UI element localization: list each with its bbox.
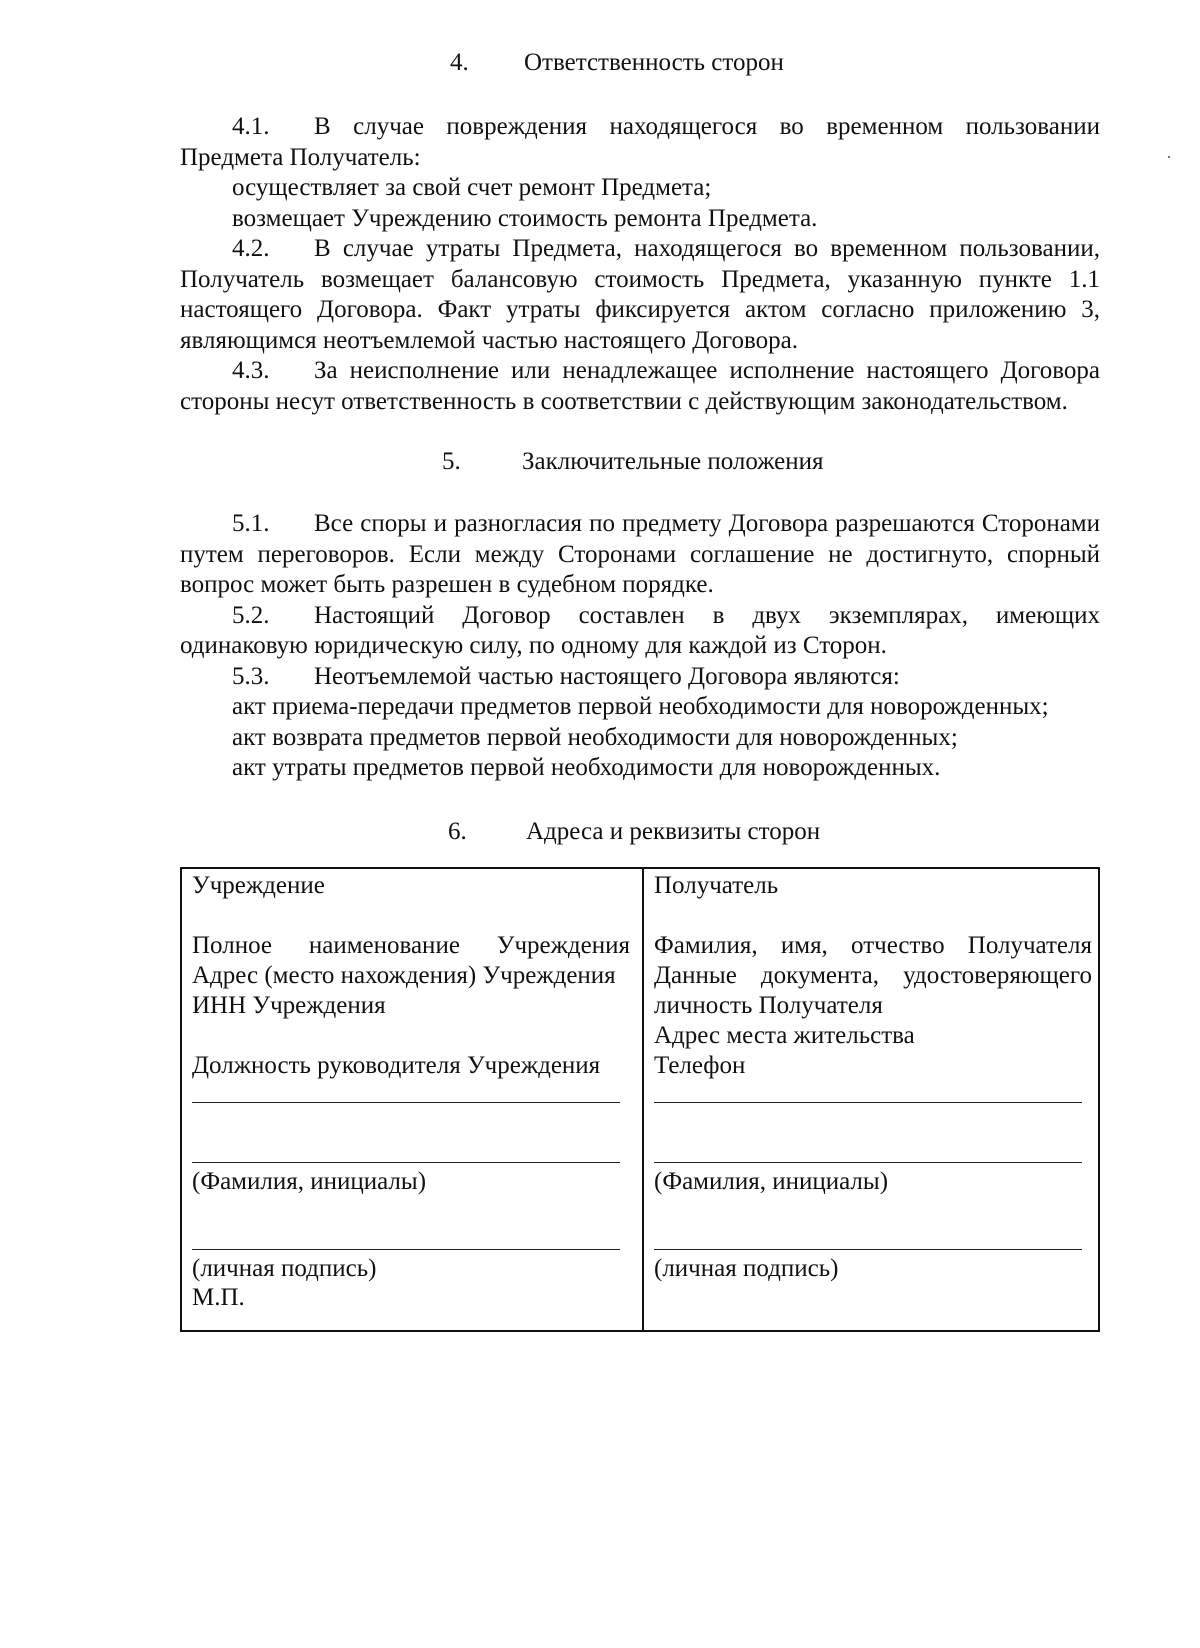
recipient-document-cont: личность Получателя bbox=[654, 991, 883, 1019]
column-header: Получатель bbox=[654, 871, 779, 899]
clause-number: 5.1. bbox=[232, 510, 270, 537]
clause-5-1 bbox=[180, 509, 1100, 601]
requisites-table bbox=[180, 867, 1100, 1332]
clause-5-3 bbox=[180, 662, 1100, 693]
section-number: 4. bbox=[450, 49, 469, 76]
clause-item: акт приема-передачи предметов первой необходимости для новорожденных; bbox=[232, 693, 1049, 720]
recipient-address: Адрес места жительства bbox=[654, 1021, 915, 1049]
clause-4-2 bbox=[180, 234, 1100, 356]
section-title: Заключительные положения bbox=[522, 448, 824, 475]
surname-line bbox=[192, 1162, 620, 1164]
signature-caption: (личная подпись) bbox=[192, 1254, 377, 1282]
table-divider bbox=[642, 869, 644, 1330]
institution-full-name: Полное наименование Учреждения bbox=[192, 931, 630, 959]
clause-text: Все споры и разногласия по предмету Договора разрешаются Сторонами путем переговоров. Если между Сторонами соглашение не достигнуто, спорный вопрос может быть разрешен в судебном порядке. bbox=[180, 510, 1100, 598]
clause-number: 5.3. bbox=[232, 662, 270, 690]
section-4-heading bbox=[180, 48, 1100, 78]
clause-number: 4.3. bbox=[232, 357, 270, 384]
clause-4-1 bbox=[180, 112, 1100, 173]
position-line bbox=[192, 1102, 620, 1104]
recipient-document: Данные документа, удостоверяющего bbox=[654, 961, 1092, 989]
scan-speck bbox=[1168, 156, 1170, 158]
clause-item: осуществляет за свой счет ремонт Предмета; bbox=[232, 174, 712, 201]
institution-inn: ИНН Учреждения bbox=[192, 991, 386, 1019]
section-5-heading bbox=[180, 447, 1100, 477]
institution-address: Адрес (место нахождения) Учреждения bbox=[192, 961, 616, 989]
clause-item: акт утраты предметов первой необходимости для новорожденных. bbox=[232, 754, 941, 781]
phone-line bbox=[654, 1102, 1082, 1104]
clause-4-3 bbox=[180, 356, 1100, 417]
surname-caption: (Фамилия, инициалы) bbox=[654, 1167, 889, 1195]
column-header: Учреждение bbox=[192, 871, 325, 899]
stamp-mark: М.П. bbox=[192, 1283, 245, 1311]
head-position: Должность руководителя Учреждения bbox=[192, 1051, 601, 1079]
clause-number: 5.2. bbox=[232, 601, 270, 629]
clause-text: Неотъемлемой частью настоящего Договора являются: bbox=[314, 662, 900, 690]
clause-text: Настоящий Договор составлен в двух экземплярах, имеющих одинаковую юридическую силу, по одному для каждой из Сторон. bbox=[180, 601, 1100, 659]
recipient-phone: Телефон bbox=[654, 1051, 746, 1079]
surname-caption: (Фамилия, инициалы) bbox=[192, 1167, 427, 1195]
section-number: 6. bbox=[448, 817, 467, 845]
section-6-heading bbox=[180, 817, 1100, 847]
document-page bbox=[180, 48, 1100, 1332]
signature-line bbox=[654, 1249, 1082, 1251]
signature-caption: (личная подпись) bbox=[654, 1254, 839, 1282]
recipient-full-name: Фамилия, имя, отчество Получателя bbox=[654, 931, 1092, 959]
signature-line bbox=[192, 1249, 620, 1251]
clause-text: В случае утраты Предмета, находящегося во временном пользовании, Получатель возмещает балансовую стоимость Предмета, указанную пункте 1.1 настоящего Договора. Факт утраты фиксируется актом согласно приложению 3, являющимся неотъемлемой частью настоящего Договора. bbox=[180, 235, 1100, 354]
clause-item: возмещает Учреждению стоимость ремонта Предмета. bbox=[232, 204, 818, 232]
clause-number: 4.1. bbox=[232, 113, 270, 140]
clause-text: В случае повреждения находящегося во временном пользовании Предмета Получатель: bbox=[180, 113, 1100, 171]
section-title: Ответственность сторон bbox=[524, 49, 784, 76]
clause-number: 4.2. bbox=[232, 235, 270, 262]
clause-text: За неисполнение или ненадлежащее исполнение настоящего Договора стороны несут ответственность в соответствии с действующим законодательством. bbox=[180, 357, 1100, 415]
section-title: Адреса и реквизиты сторон bbox=[526, 817, 821, 845]
clause-5-2 bbox=[180, 601, 1100, 662]
section-number: 5. bbox=[442, 448, 461, 475]
surname-line bbox=[654, 1162, 1082, 1164]
clause-item: акт возврата предметов первой необходимости для новорожденных; bbox=[232, 723, 958, 751]
